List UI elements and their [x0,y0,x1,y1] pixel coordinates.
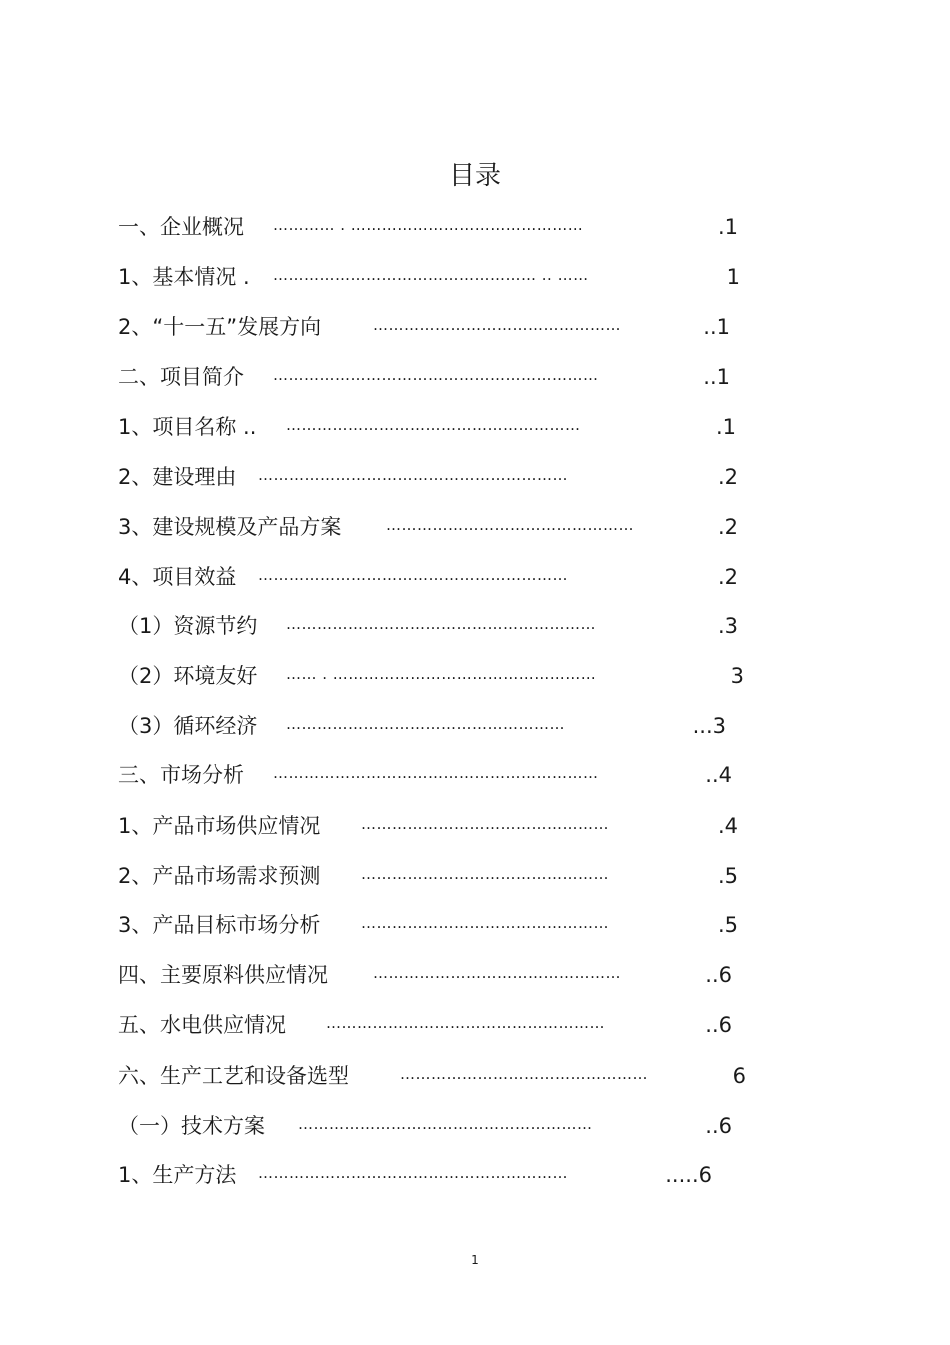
toc-entry[interactable] [118,462,748,492]
toc-entry-page: 3 [730,664,744,688]
toc-entry-leader: ……………………………………………………… [273,366,599,384]
toc-entry-page: ..6 [705,1013,732,1037]
toc-entry-page: 6 [732,1064,746,1088]
toc-entry-leader: ………………………………………… [361,914,609,932]
toc-entry[interactable] [118,611,748,641]
toc-entry[interactable] [118,312,748,342]
toc-entry-leader: ………………………………………… [373,316,621,334]
toc-entry-page: .3 [717,614,738,638]
toc-entry[interactable] [118,1160,748,1190]
toc-entry[interactable] [118,760,748,790]
toc-entry-leader: …………………………………………… .. …… [273,266,589,284]
toc-entry-label: 2、建设理由 [118,465,237,489]
toc-entry-page: ..1 [703,365,730,389]
toc-entry[interactable] [118,711,748,741]
toc-entry-leader: ……………………………………………… [286,715,565,733]
toc-entry[interactable] [118,861,748,891]
toc-entry-page: .5 [717,864,738,888]
toc-entry-label: 1、项目名称 .. [118,415,257,439]
toc-entry-label: 3、产品目标市场分析 [118,913,321,937]
toc-entry-label: 2、“十一五”发展方向 [118,315,322,339]
toc-entry-label: 2、产品市场需求预测 [118,864,321,888]
toc-entry-page: .4 [717,814,738,838]
toc-entry-label: 1、产品市场供应情况 [118,814,321,838]
toc-entry-page: .....6 [665,1163,712,1187]
toc-entry-leader: ……………………………………………………… [273,764,599,782]
toc-entry-page: ..4 [705,763,732,787]
toc-entry-page: ..1 [703,315,730,339]
toc-entry-leader: ………………………………………………… [298,1115,593,1133]
page-title: 目录 [448,161,501,191]
toc-entry-page: .2 [717,465,738,489]
toc-entry-label: 五、水电供应情况 [118,1013,286,1037]
toc-entry-label: 一、企业概况 [118,215,244,239]
toc-entry-leader: ………………………………………… [386,516,634,534]
toc-entry-leader: …………………………………………………… [258,566,568,584]
toc-entry-leader: …………………………………………………… [258,466,568,484]
toc-entry-leader: ………………………………………… [361,815,609,833]
toc-entry[interactable] [118,512,748,542]
toc-entry[interactable] [118,661,748,691]
toc-entry[interactable] [118,212,748,242]
toc-entry-leader: ………………………………………………… [286,416,581,434]
toc-entry-page: .2 [717,565,738,589]
toc-entry-leader: ………… . ……………………………………… [273,216,584,234]
toc-entry-page: .2 [717,515,738,539]
toc-entry-leader: …… . …………………………………………… [286,665,597,683]
toc-entry[interactable] [118,1010,748,1040]
toc-entry-page: .1 [717,215,738,239]
page-number: 1 [471,1253,479,1267]
toc-entry-leader: ………………………………………… [361,865,609,883]
toc-entry-page: ..6 [705,1114,732,1138]
toc-entry-label: （2）环境友好 [118,664,258,688]
toc-entry[interactable] [118,412,748,442]
toc-entry-leader: …………………………………………………… [286,615,596,633]
toc-entry-label: 六、生产工艺和设备选型 [118,1064,349,1088]
toc-entry-page: ...3 [692,714,726,738]
toc-entry[interactable] [118,960,748,990]
toc-entry-label: 1、基本情况 . [118,265,250,289]
toc-entry-label: 4、项目效益 [118,565,237,589]
toc-entry-label: （3）循环经济 [118,714,258,738]
toc-entry[interactable] [118,910,748,940]
toc-entry-label: 四、主要原料供应情况 [118,963,328,987]
toc-entry-page: 1 [726,265,740,289]
toc-entry-leader: ………………………………………… [373,964,621,982]
toc-entry[interactable] [118,362,748,392]
toc-entry[interactable] [118,1061,748,1091]
toc-entry-page: .5 [717,913,738,937]
toc-entry-leader: ……………………………………………… [326,1014,605,1032]
toc-entry-label: 3、建设规模及产品方案 [118,515,342,539]
toc-entry-label: （一）技术方案 [118,1114,265,1138]
toc-entry-label: 三、市场分析 [118,763,244,787]
toc-entry-label: 1、生产方法 [118,1163,237,1187]
toc-entry[interactable] [118,811,748,841]
toc-entry-label: 二、项目简介 [118,365,244,389]
toc-entry-page: ..6 [705,963,732,987]
toc-entry-label: （1）资源节约 [118,614,258,638]
toc-entry[interactable] [118,262,748,292]
toc-entry-leader: ………………………………………… [400,1065,648,1083]
toc-entry[interactable] [118,1111,748,1141]
toc-entry[interactable] [118,562,748,592]
toc-entry-leader: …………………………………………………… [258,1164,568,1182]
toc-entry-page: .1 [715,415,736,439]
